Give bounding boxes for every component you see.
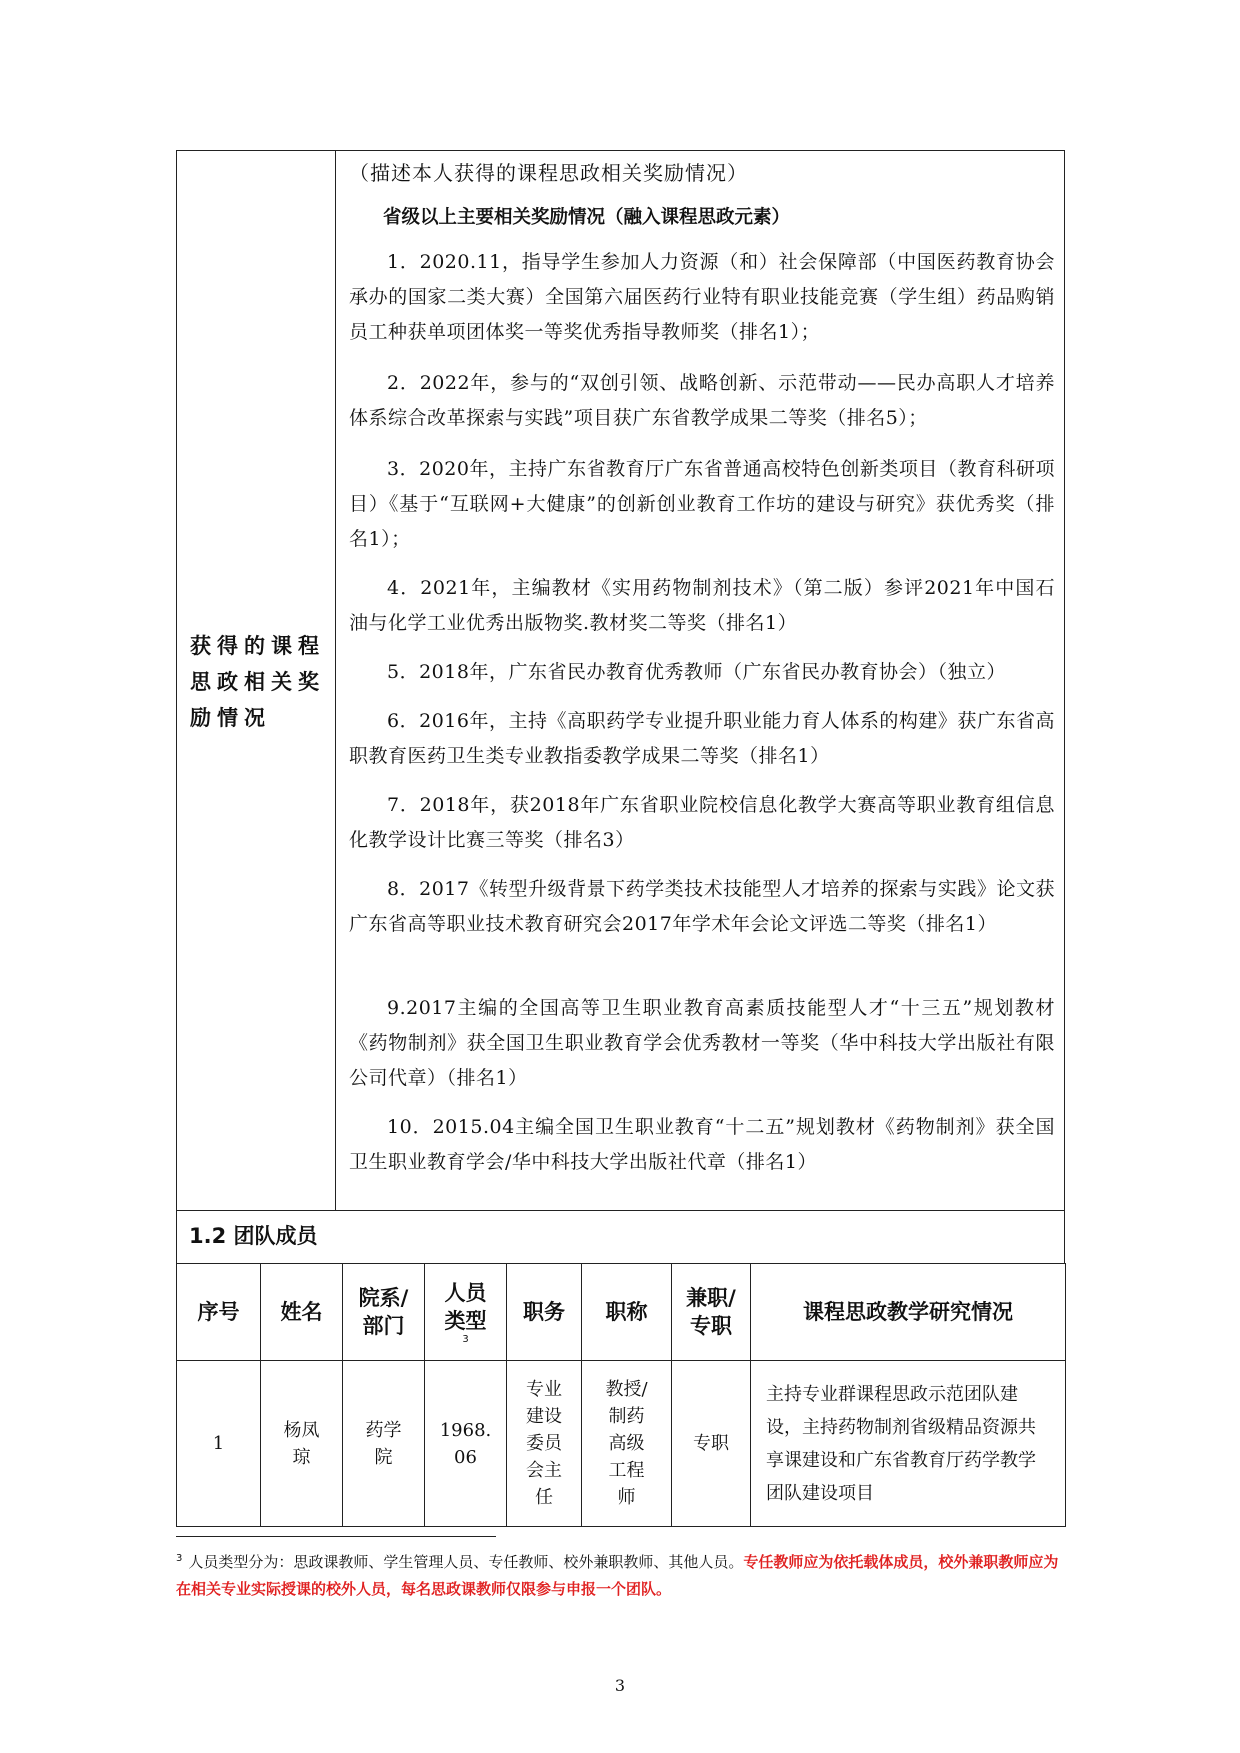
award-item: 6．2016年，主持《高职药学专业提升职业能力育人体系的构建》获广东省高职教育医药卫生类专业教指委教学成果二等奖（排名1） [349, 710, 1055, 767]
awards-label-cell [177, 151, 336, 1210]
awards-table [176, 150, 1065, 1211]
cell-name: 杨凤琼 [261, 1361, 343, 1527]
footnote-text: 人员类型分为：思政课教师、学生管理人员、专任教师、校外兼职教师、其他人员。 [188, 1553, 744, 1571]
team-section-title: 1.2 团队成员 [189, 1224, 318, 1248]
footnote-number: 3 [176, 1553, 183, 1564]
footnote [176, 1545, 1066, 1603]
header-type-label: 人员类型 [444, 1281, 487, 1333]
cell-dept: 药学院 [343, 1361, 425, 1527]
header-dept: 院系/部门 [343, 1264, 425, 1361]
header-parttime: 兼职/专职 [672, 1264, 751, 1361]
footnote-divider [176, 1536, 496, 1537]
footnote-emphasis: 专任教师应为依托载体成员，校外兼职教师应为在相关专业实际授课的校外人员，每名思政课教师仅限参与申报一个团队。 [176, 1553, 1059, 1598]
award-item: 10．2015.04主编全国卫生职业教育“十二五”规划教材《药物制剂》获全国卫生职业教育学会/华中科技大学出版社代章（排名1） [349, 1116, 1055, 1173]
award-item: 9.2017主编的全国高等卫生职业教育高素质技能型人才“十三五”规划教材《药物制剂》获全国卫生职业教育学会优秀教材一等奖（华中科技大学出版社有限公司代章）（排名1） [349, 997, 1055, 1089]
cell-type: 1968.06 [425, 1361, 507, 1527]
header-name: 姓名 [261, 1264, 343, 1361]
award-item: 5．2018年，广东省民办教育优秀教师（广东省民办教育协会）（独立） [387, 661, 1006, 683]
award-item: 4．2021年，主编教材《实用药物制剂技术》（第二版）参评2021年中国石油与化学工业优秀出版物奖.教材奖二等奖（排名1） [349, 577, 1055, 634]
award-item: 3．2020年，主持广东省教育厅广东省普通高校特色创新类项目（教育科研项目）《基于“互联网+大健康”的创新创业教育工作坊的建设与研究》获优秀奖（排名1）； [349, 458, 1055, 550]
table-row [177, 1361, 1066, 1527]
header-title: 职称 [582, 1264, 672, 1361]
awards-row-label: 获得的课程思政相关奖励情况 [190, 634, 325, 730]
header-type [425, 1264, 507, 1361]
cell-title: 教授/制药高级工程师 [582, 1361, 672, 1527]
team-section-header [176, 1210, 1065, 1264]
header-research: 课程思政教学研究情况 [751, 1264, 1066, 1361]
header-index: 序号 [177, 1264, 261, 1361]
cell-position: 专业建设委员会主任 [507, 1361, 582, 1527]
awards-heading: 省级以上主要相关奖励情况（融入课程思政元素） [383, 207, 791, 228]
cell-index: 1 [177, 1361, 261, 1527]
header-position: 职务 [507, 1264, 582, 1361]
cell-research: 主持专业群课程思政示范团队建设，主持药物制剂省级精品资源共享课建设和广东省教育厅药学教学团队建设项目 [751, 1361, 1066, 1527]
team-members-table [176, 1263, 1066, 1527]
award-item: 2．2022年，参与的“双创引领、战略创新、示范带动——民办高职人才培养体系综合改革探索与实践”项目获广东省教学成果二等奖（排名5）； [349, 372, 1055, 429]
award-item: 7．2018年，获2018年广东省职业院校信息化教学大赛高等职业教育组信息化教学设计比赛三等奖（排名3） [349, 794, 1055, 851]
team-table-header-row [177, 1264, 1066, 1361]
footnote-ref: 3 [462, 1334, 469, 1345]
page-number: 3 [614, 1676, 626, 1695]
cell-parttime: 专职 [672, 1361, 751, 1527]
awards-description: （描述本人获得的课程思政相关奖励情况） [349, 161, 748, 185]
award-item: 1．2020.11，指导学生参加人力资源（和）社会保障部（中国医药教育协会承办的国家二类大赛）全国第六届医药行业特有职业技能竞赛（学生组）药品购销员工种获单项团体奖一等奖优秀指导教师奖（排名1）； [349, 251, 1055, 343]
award-item: 8．2017《转型升级背景下药学类技术技能型人才培养的探索与实践》论文获广东省高等职业技术教育研究会2017年学术年会论文评选二等奖（排名1） [349, 878, 1055, 935]
